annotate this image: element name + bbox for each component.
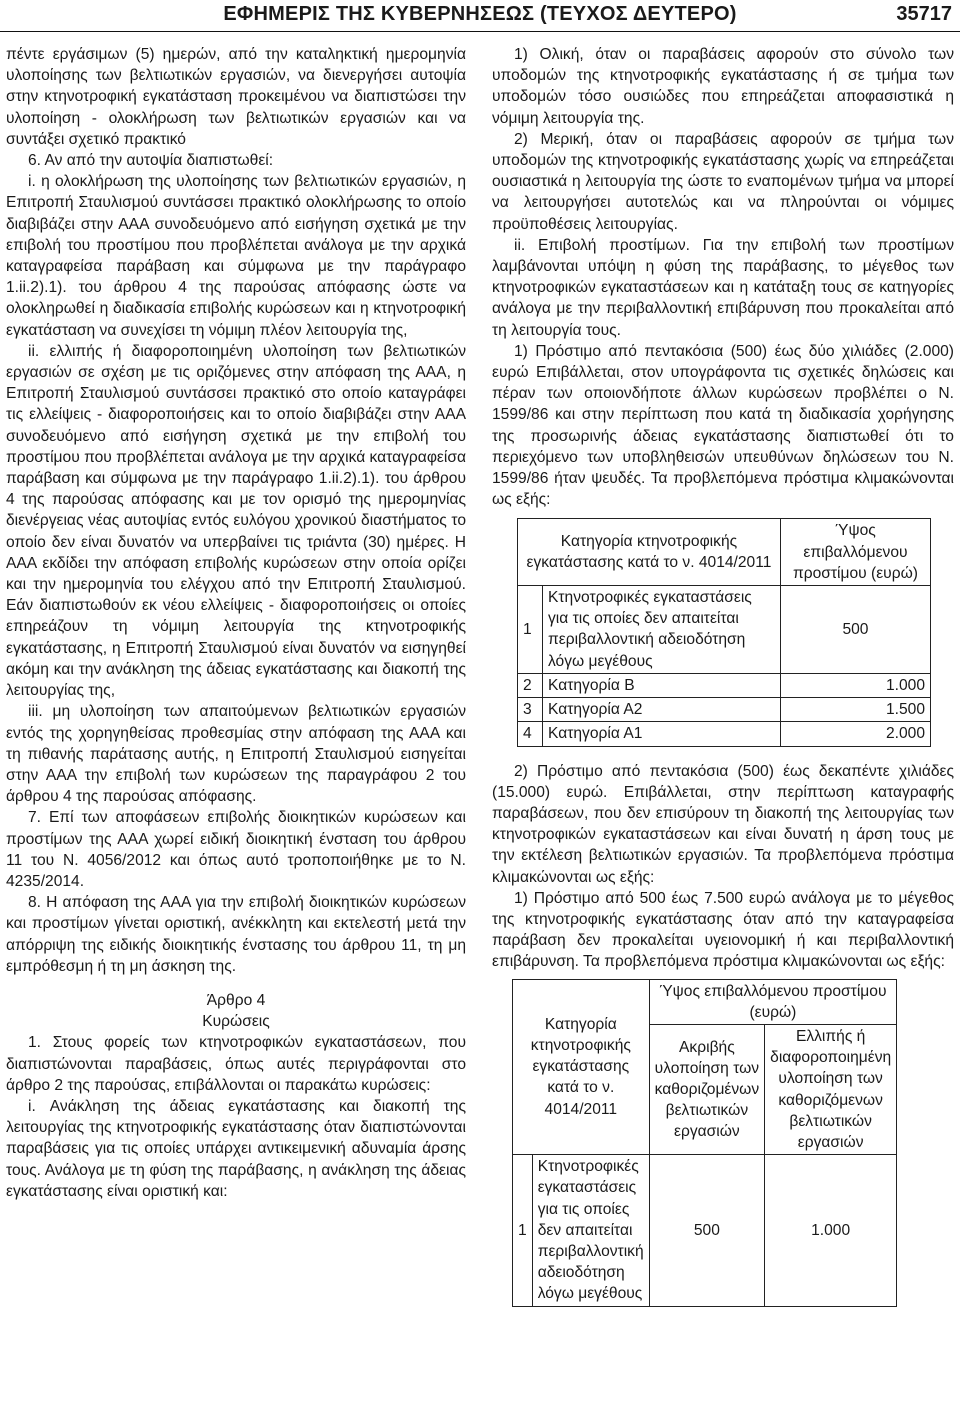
paragraph: 1. Στους φορείς των κτηνοτροφικών εγκαταστάσεων, που διαπιστώνονται παραβάσεις, όπως αυτές περιγράφονται στο άρθρο 2 της παρούσας, επιβάλλονται οι παρακάτω κυρώσεις:: [6, 1034, 466, 1094]
paragraph: 7. Επί των αποφάσεων επιβολής διοικητικών κυρώσεων και προστίμων της ΑΑΑ χωρεί ειδική διοικητική ένσταση του άρθρου 11 του Ν. 4056/2012 και όπως αυτό τροποποιήθηκε με το Ν. 4235/2014.: [6, 809, 466, 890]
table-cell: Κατηγορία Β: [543, 673, 781, 697]
fines-table-1: [517, 518, 931, 746]
table-header-row: [513, 979, 897, 1024]
paragraph: 1) Πρόστιμο από 500 έως 7.500 ευρώ ανάλογα με το μέγεθος της κτηνοτροφικής εγκατάστασης όταν από την καταγραφείσα παράβαση δεν προκαλείται υγειονομική ή και περιβαλλοντική επιβάρυνση. Τα προβλεπόμενα πρόστιμα κλιμακώνονται ως εξής:: [492, 889, 954, 971]
table-cell: 2: [518, 673, 543, 697]
left-column: [6, 44, 466, 1202]
table-header-cell: Ύψος επιβαλλόμενου προστίμου (ευρώ): [649, 979, 897, 1024]
table-row: [518, 673, 931, 697]
table-row: [518, 698, 931, 722]
paragraph: i. η ολοκλήρωση της υλοποίησης των βελτιωτικών εργασιών, η Επιτροπή Σταυλισμού συντάσσει πρακτικό ολοκλήρωσης το οποίο διαβιβάζει στην ΑΑΑ συνοδευόμενο από εισήγηση σχετικά με την επιβολή του προστίμου που προβλέπεται ανάλογα με την αρχικά καταγραφείσα παράβαση και σύμφωνα με την παράγραφο 1.ii.2).1). του άρθρου 4 της παρούσας απόφασης ώστε να ολοκληρωθεί η διαδικασία επιβολής κυρώσεων και η κτηνοτροφική εγκατάσταση να συνεχίσει τη νόμιμη πλέον λειτουργία της,: [6, 173, 466, 339]
paragraph: 6. Αν από την αυτοψία διαπιστωθεί:: [28, 152, 274, 170]
table-row: [513, 1155, 897, 1306]
table-row: [518, 586, 931, 674]
paragraph: ii. Επιβολή προστίμων. Για την επιβολή των προστίμων λαμβάνονται υπόψη η φύση της παράβασης, το μέγεθος των κτηνοτροφικών εγκαταστάσεων και η κατάταξη τους σε κατηγορίες ανάλογα με την περιβαλλοντική επιβάρυνση που προκαλείται από τη λειτουργία τους.: [492, 236, 954, 339]
table-cell: Κτηνοτροφικές εγκαταστάσεις για τις οποίες δεν απαιτείται περιβαλλοντική αδειοδότηση λόγω μεγέθους: [543, 586, 781, 674]
fines-table-2: [512, 979, 897, 1307]
paragraph: iii. μη υλοποίηση των απαιτούμενων βελτιωτικών εργασιών εντός της χορηγηθείσας προθεσμίας στην απόφαση της ΑΑΑ και τη πιθανής παράτασης αυτής, η Επιτροπή Σταυλισμού εισηγείται στην ΑΑΑ την επιβολή των κυρώσεων της παραγράφου 2 του άρθρου 4 της παρούσας απόφασης.: [6, 703, 466, 806]
table-header-cell: Ύψος επιβαλλόμενου προστίμου (ευρώ): [780, 519, 930, 586]
header-divider: [0, 31, 960, 32]
table-header-cell: Ακριβής υλοποίηση των καθοριζομένων βελτιωτικών εργασιών: [649, 1024, 765, 1154]
table-cell: 500: [649, 1155, 765, 1306]
paragraph: 2) Μερική, όταν οι παραβάσεις αφορούν σε τμήμα των υποδομών της κτηνοτροφικής εγκατάστασης χωρίς να επηρεάζεται ουσιαστικά η λειτουργία της ώστε το εναπομένων τμήμα να μπορεί να λειτουργήσει αυτοτελώς και να πληρούνται οι νόμιμες προϋποθέσεις λειτουργίας.: [492, 130, 954, 233]
table-cell: 1.500: [780, 698, 930, 722]
paragraph: πέντε εργάσιμων (5) ημερών, από την καταληκτική ημερομηνία υλοποίησης των βελτιωτικών εργασιών, να διενεργήσει αυτοψία στην κτηνοτροφική εγκατάσταση προκειμένου να διαπιστώσει την υλοποίηση - ολοκλήρωση των βελτιωτικών εργασιών και να συντάξει σχετικό πρακτικό: [6, 46, 466, 148]
table-header-row: [518, 519, 931, 586]
article-title: Άρθρο 4: [206, 991, 266, 1009]
right-column: [492, 44, 954, 1307]
page-header: [0, 0, 960, 30]
table-cell: Κτηνοτροφικές εγκαταστάσεις για τις οποίες δεν απαιτείται περιβαλλοντική αδειοδότηση λόγω μεγέθους: [532, 1155, 649, 1306]
page-number: 35717: [896, 3, 952, 25]
paragraph: 8. Η απόφαση της ΑΑΑ για την επιβολή διοικητικών κυρώσεων και προστίμων γίνεται οριστική, ανέκκλητη και εκτελεστή μετά την απόρριψη της ειδικής διοικητικής ένστασης του άρθρου 11, τη μη εμπρόθεσμη ή τη μη άσκηση της.: [6, 894, 466, 975]
table-cell: Κατηγορία Α2: [543, 698, 781, 722]
table-cell: 1.000: [780, 673, 930, 697]
table-header-cell: Κατηγορία κτηνοτροφικής εγκατάστασης κατά το ν. 4014/2011: [518, 519, 781, 586]
table-header-cell: Κατηγορία κτηνοτροφικής εγκατάστασης κατά το ν. 4014/2011: [513, 979, 650, 1155]
table-cell: 500: [780, 586, 930, 674]
paragraph: 1) Ολική, όταν οι παραβάσεις αφορούν στο σύνολο των υποδομών της κτηνοτροφικής εγκατάστασης ή σε τμήμα των υποδομών τόσο ουσιώδες που επηρεάζεται αποφασιστικά η νόμιμη λειτουργία της.: [492, 46, 954, 127]
table-cell: 1: [513, 1155, 533, 1306]
table-cell: 4: [518, 722, 543, 746]
paragraph: 1) Πρόστιμο από πεντακόσια (500) έως δύο χιλιάδες (2.000) ευρώ Επιβάλλεται, στον υπογράφοντα τις σχετικές δηλώσεις και πέραν των οποιονδήποτε άλλων κυρώσεων προβλέπει ο Ν. 1599/86 και στην περίπτωση που κατά τη διαδικασία χορήγησης της προσωρινής άδειας εγκατάστασης διαπιστωθεί ότι το περιεχόμενο των υποβληθεισών υπευθύνων δηλώσεων του Ν. 1599/86 ήταν ψευδές. Τα προβλεπόμενα πρόστιμα κλιμακώνονται ως εξής:: [492, 342, 954, 509]
paragraph: i. Ανάκληση της άδειας εγκατάστασης και διακοπή της λειτουργίας της κτηνοτροφικής εγκατάστασης όταν διαπιστώνονται παραβάσεις για τις οποίες υπάρχει αντικειμενική αδυναμία άρσης τους. Ανάλογα με τη φύση της παράβασης, η ανάκληση της άδειας εγκατάστασης είναι οριστική και:: [6, 1097, 466, 1200]
article-subtitle: Κυρώσεις: [202, 1013, 270, 1031]
table-cell: Κατηγορία Α1: [543, 722, 781, 746]
gazette-title: ΕΦΗΜΕΡΙΣ ΤΗΣ ΚΥΒΕΡΝΗΣΕΩΣ (ΤΕΥΧΟΣ ΔΕΥΤΕΡΟ): [223, 3, 737, 25]
table-cell: 3: [518, 698, 543, 722]
paragraph: 2) Πρόστιμο από πεντακόσια (500) έως δεκαπέντε χιλιάδες (15.000) ευρώ. Επιβάλλεται, στην περίπτωση καταγραφής παραβάσεων, που δεν επισύρουν τη διακοπή της λειτουργίας των κτηνοτροφικών εγκαταστάσεων και είναι δυνατή η άρση τους με την εκτέλεση βελτιωτικών εργασιών. Τα προβλεπόμενα πρόστιμα κλιμακώνονται ως εξής:: [492, 762, 954, 886]
table-cell: 2.000: [780, 722, 930, 746]
paragraph: ii. ελλιπής ή διαφοροποιημένη υλοποίηση των βελτιωτικών εργασιών σε σχέση με τις οριζόμενες στην απόφαση της ΑΑΑ, η Επιτροπή Σταυλισμού συντάσσει πρακτικό στο οποίο καταγράφει τις ελλείψεις - διαφοροποιήσεις και το οποίο διαβιβάζει στην ΑΑΑ συνοδευόμενο από εισήγηση σχετικά με την επιβολή του προστίμου που προβλέπεται ανάλογα με την αρχικά καταγραφείσα παράβαση και σύμφωνα με την παράγραφο 1.ii.2).1). του άρθρου 4 της παρούσας απόφασης και με τον ορισμό της ημερομηνίας διενέργειας νέας αυτοψίας εντός ευλόγου χρονικού διαστήματος το οποίο δεν είναι δυνατόν να υπερβαίνει τις τριάντα (30) ημέρες. Η ΑΑΑ εκδίδει την απόφαση επιβολής κυρώσεων στην οποία ορίζει και την ημερομηνία του ελέγχου από την Επιτροπή Σταυλισμού. Εάν διαπιστωθούν εκ νέου ελλείψεις - διαφοροποιήσεις οι οποίες επηρεάζουν τη νόμιμη λειτουργία της κτηνοτροφικής εγκατάστασης, η Επιτροπή Σταυλισμού είναι δυνατόν να εισηγηθεί ακόμη και την ανάκληση της άδειας εγκατάστασης και διακοπή της λειτουργίας της,: [6, 342, 466, 700]
table-row: [518, 722, 931, 746]
table-cell: 1: [518, 586, 543, 674]
table-header-cell: Ελλιπής ή διαφοροποιημένη υλοποίηση των καθοριζόμενων βελτιωτικών εργασιών: [765, 1024, 897, 1154]
table-cell: 1.000: [765, 1155, 897, 1306]
